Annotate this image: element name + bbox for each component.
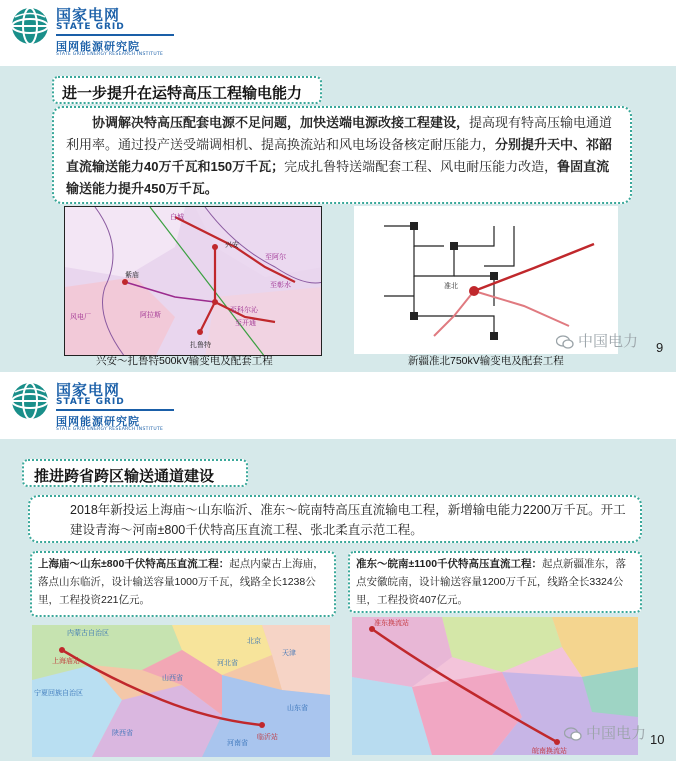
- project-title-right: 准东～皖南±1100千伏特高压直流工程：: [356, 558, 543, 570]
- map-label: 临沂站: [257, 733, 278, 741]
- map-label: 至阿尔: [265, 253, 286, 261]
- institute-name-en: STATE GRID ENERGY RESEARCH INSTITUTE: [56, 52, 164, 57]
- header: [0, 375, 676, 441]
- body-text: [52, 106, 632, 204]
- project-box-left: [30, 551, 336, 617]
- brand-name-en: STATE GRID: [56, 397, 125, 407]
- page-number: 9: [656, 340, 664, 355]
- brand-name-en: STATE GRID: [56, 22, 125, 32]
- map-label: 至彰水: [270, 281, 291, 289]
- text-bold-3: 鲁固直流输送能力提升450万千瓦。: [66, 159, 610, 196]
- header: [0, 0, 676, 66]
- map-label: 北京: [247, 637, 261, 645]
- institute-name: 国网能源研究院: [56, 415, 140, 428]
- wechat-icon: [564, 727, 582, 741]
- project-desc-left: 起点内蒙古上海庙，落点山东临沂，设计输送容量1000万千瓦，线路全长1238公里，工程投资221亿元。: [38, 558, 324, 606]
- page-number: 10: [650, 732, 665, 747]
- map-label: 山东省: [287, 704, 308, 712]
- map-label: 河南省: [227, 739, 248, 747]
- map-label: 准东换流站: [374, 619, 409, 627]
- text-plain-1: 提高现有特高压输电通道利用率。通过投产送受端调相机、提高换流站和风电场设备核定耐压能力，: [66, 115, 613, 152]
- project-box-right: [348, 551, 642, 613]
- map-xingan-svg: [65, 207, 322, 356]
- project-desc-right: 起点新疆准东，落点安徽皖南，设计输送容量1200万千瓦，线路全长3324公里，工程投资407亿元。: [356, 558, 627, 606]
- map-caption-2: 新疆准北750kV输变电及配套工程: [408, 355, 564, 367]
- wechat-icon: [556, 335, 574, 349]
- summary-text: 2018年新投运上海庙～山东临沂、准东～皖南特高压直流输电工程，新增输电能力2200万千瓦。开工建设青海～河南±800千伏特高压直流工程、张北柔直示范工程。: [28, 495, 642, 543]
- project-title-left: 上海庙～山东±800千伏特高压直流工程：: [38, 558, 230, 570]
- map-label: 扎鲁特: [190, 341, 211, 349]
- institute-name: 国网能源研究院: [56, 40, 140, 53]
- map-label: 兴安: [225, 241, 239, 249]
- map-label: 陕西省: [112, 729, 133, 737]
- watermark-text: 中国电力: [578, 333, 639, 350]
- state-grid-logo-icon: [10, 6, 50, 46]
- map-label: 至开通: [235, 319, 256, 327]
- map-left-svg: [32, 625, 330, 757]
- map-caption-1: 兴安～扎鲁特500kV输变电及配套工程: [96, 355, 273, 367]
- map-label: 紫庙: [125, 271, 139, 279]
- text-bold-1: 协调解决特高压配套电源不足问题，加快送端电源改接工程建设，: [92, 115, 470, 130]
- map-label: 皖南换流站: [532, 747, 567, 755]
- map-label: 至科尔沁: [230, 306, 258, 314]
- map-label: 宁夏回族自治区: [34, 689, 83, 697]
- map-xingan-zalute: [64, 206, 322, 356]
- slide-10: [0, 375, 676, 761]
- slide-title: 推进跨省跨区输送通道建设: [22, 459, 248, 487]
- map-label: 阿拉斯: [140, 311, 161, 319]
- map-label: 准北: [444, 282, 458, 290]
- state-grid-logo-icon: [10, 381, 50, 421]
- map-label: 内蒙古自治区: [67, 629, 109, 637]
- text-plain-2: 完成扎鲁特送端配套工程、风电耐压能力改造，: [284, 159, 558, 174]
- slide-title: 进一步提升在运特高压工程输电能力: [52, 76, 322, 104]
- brand-name: 国家电网: [56, 6, 121, 24]
- map-shanghaimiao-shandong: [32, 625, 330, 757]
- map-label: 天津: [282, 649, 296, 657]
- divider: [56, 34, 174, 36]
- watermark-text: 中国电力: [586, 725, 647, 742]
- institute-name-en: STATE GRID ENERGY RESEARCH INSTITUTE: [56, 427, 164, 432]
- watermark: [556, 330, 638, 351]
- map-label: 河北省: [217, 659, 238, 667]
- divider: [56, 409, 174, 411]
- map-label: 山西省: [162, 674, 183, 682]
- map-label: 白城: [170, 213, 184, 221]
- brand-name: 国家电网: [56, 381, 121, 399]
- watermark: [564, 722, 646, 743]
- map-label: 风电厂: [70, 313, 91, 321]
- slide-9: [0, 0, 676, 372]
- map-label: 上海庙站: [52, 657, 80, 665]
- text-bold-2: 分别提升天中、祁韶直流输送能力40万千瓦和150万千瓦；: [66, 137, 613, 174]
